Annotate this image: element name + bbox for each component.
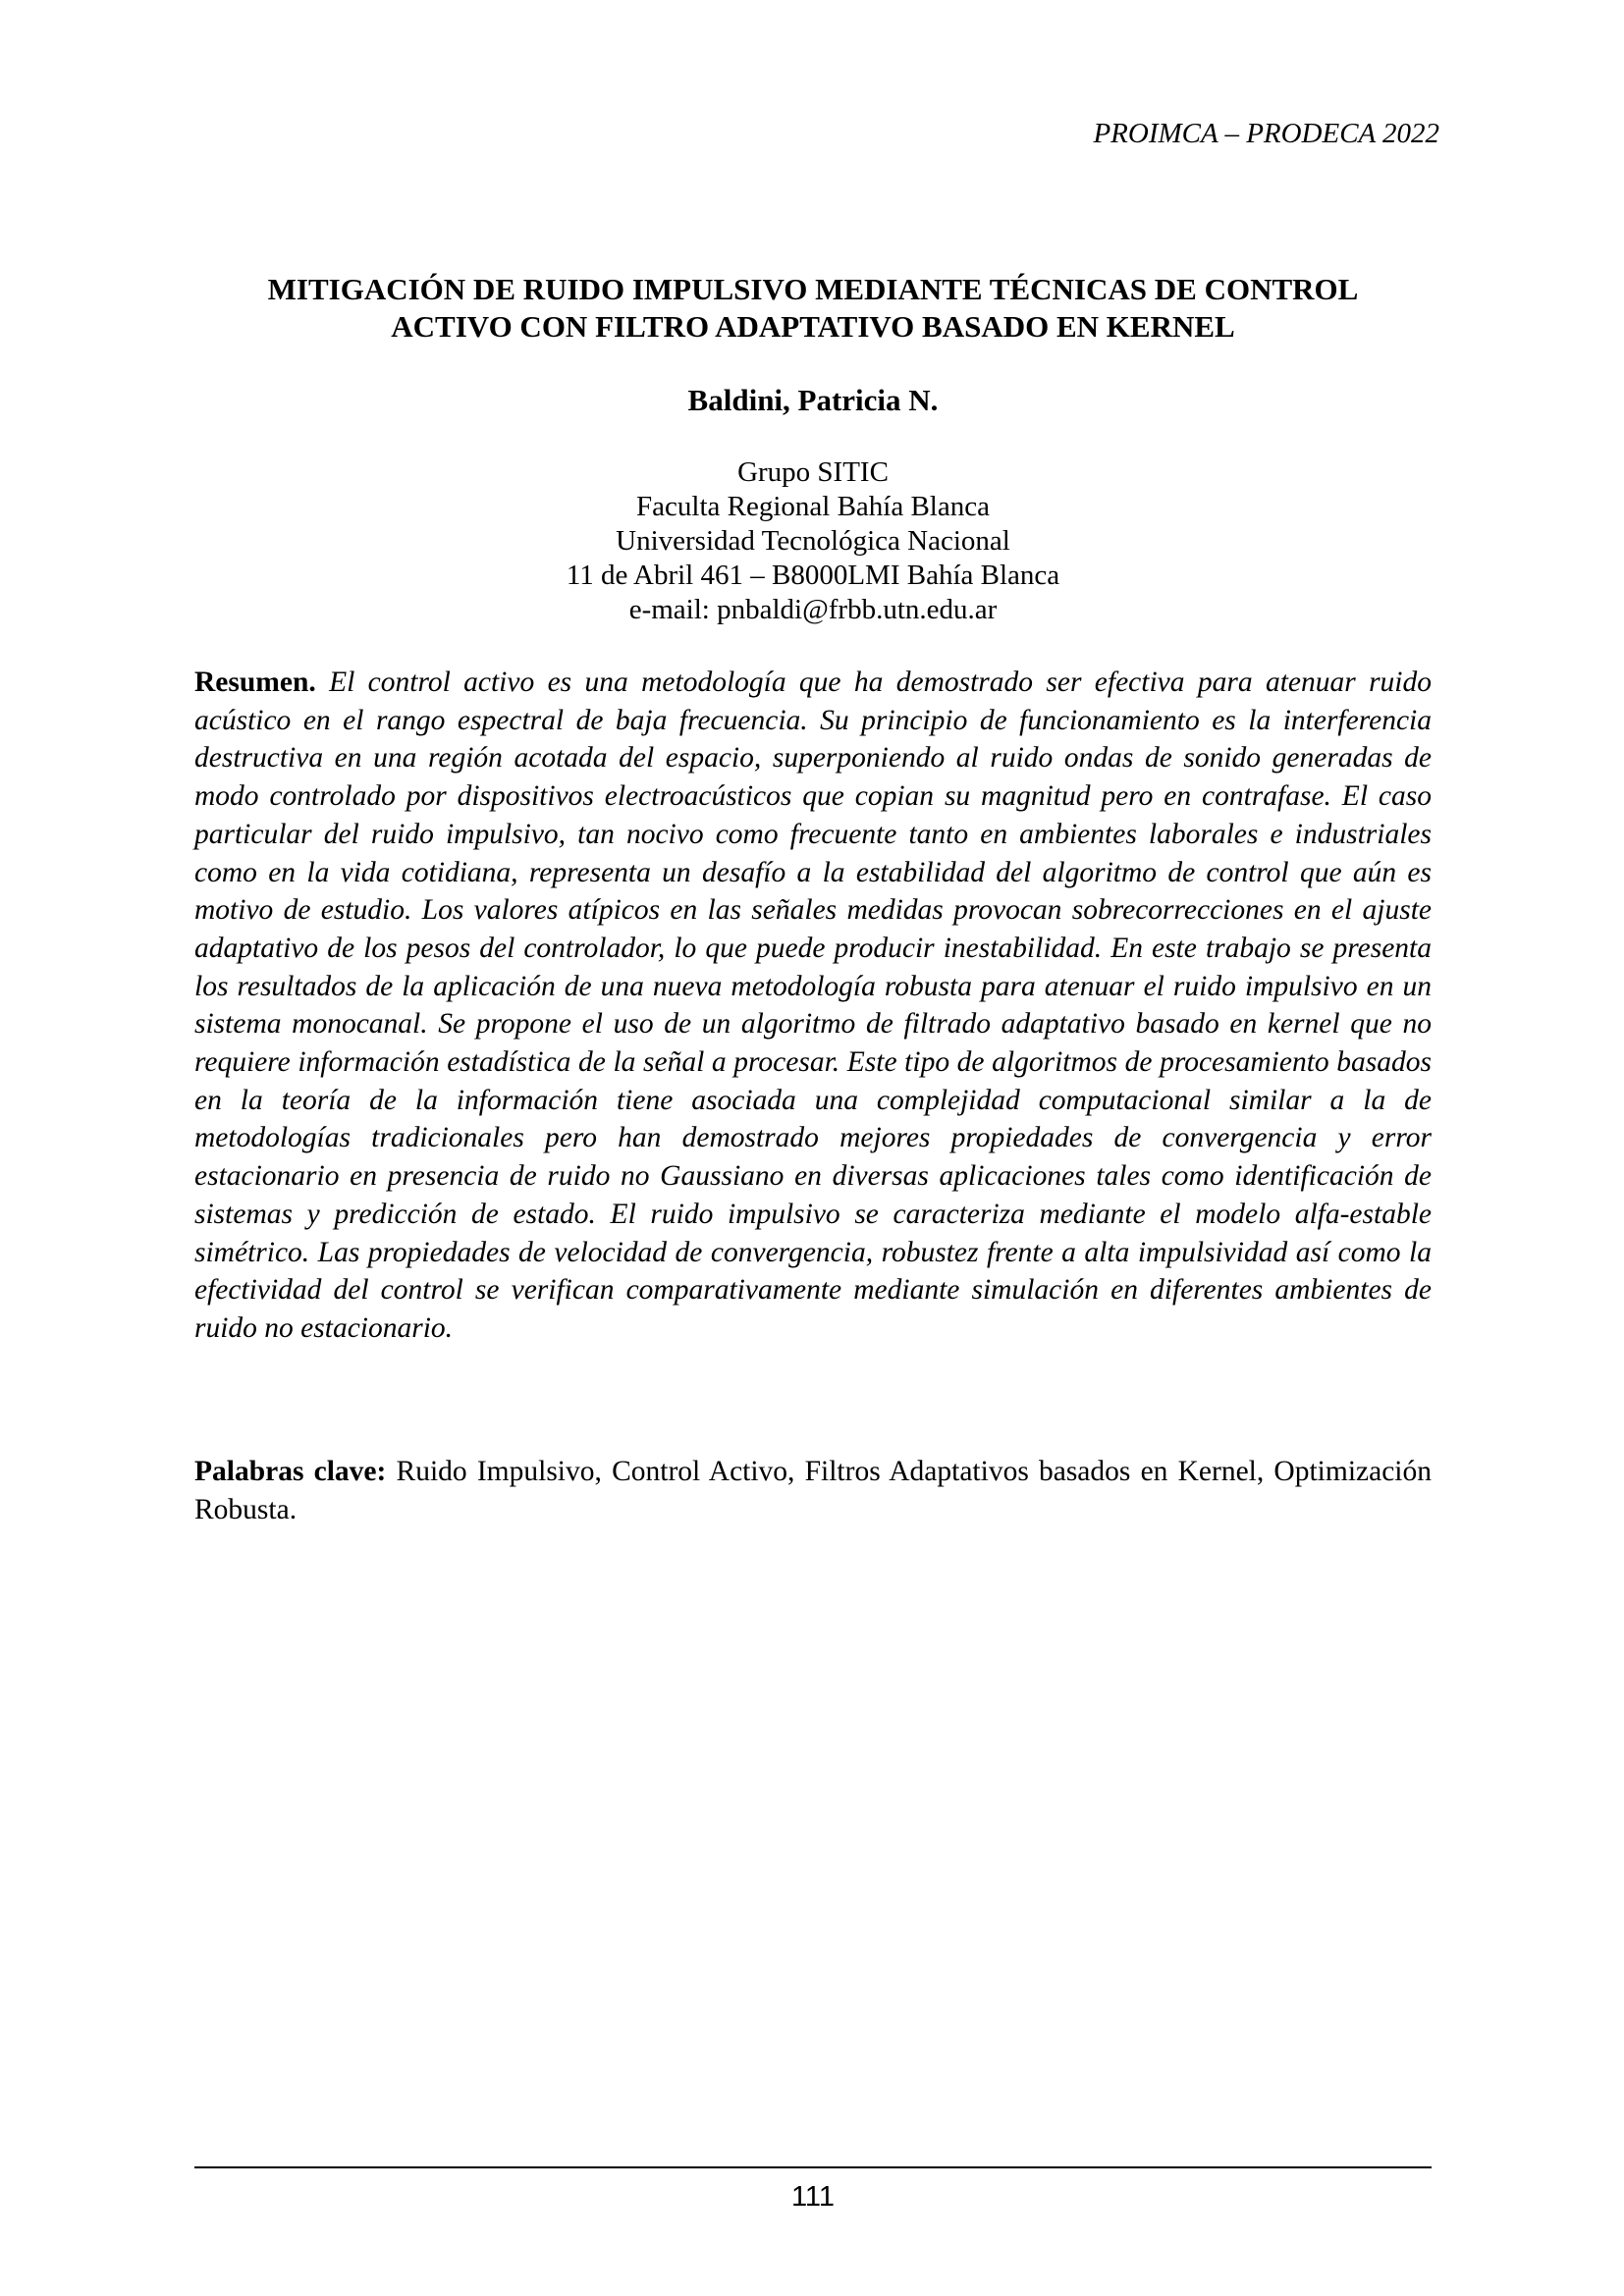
affiliation-faculty: Faculta Regional Bahía Blanca: [636, 491, 990, 522]
page-number: 111: [790, 2181, 836, 2213]
affiliation-university: Universidad Tecnológica Nacional: [616, 525, 1010, 557]
running-header: PROIMCA – PRODECA 2022: [1093, 118, 1439, 149]
affiliation-group: Grupo SITIC: [737, 456, 889, 488]
keywords: [194, 1453, 1432, 1528]
abstract: [194, 664, 1432, 1348]
abstract-label-period: .: [308, 667, 316, 698]
paper-title: [194, 271, 1432, 346]
title-line-2: ACTIVO CON FILTRO ADAPTATIVO BASADO EN KERNEL: [391, 309, 1235, 344]
affiliation-email: e-mail: pnbaldi@frbb.utn.edu.ar: [628, 594, 998, 625]
footer-divider: [194, 2166, 1432, 2168]
title-line-1: MITIGACIÓN DE RUIDO IMPULSIVO MEDIANTE TÉCNICAS DE CONTROL: [267, 272, 1359, 306]
keywords-text: Ruido Impulsivo, Control Activo, Filtros Adaptativos basados en Kernel, Optimización Robusta.: [194, 1456, 1432, 1525]
affiliation-address: 11 de Abril 461 – B8000LMI Bahía Blanca: [566, 560, 1060, 591]
author-name: Baldini, Patricia N.: [687, 383, 939, 417]
abstract-label: Resumen: [194, 667, 309, 698]
abstract-text: El control activo es una metodología que ha demostrado ser efectiva para atenuar ruido acústico en el rango espectral de baja frecuencia. Su principio de funcionamiento es la interferencia destructiva en una región acotada del espacio, superponiendo al ruido ondas de sonido generadas de modo controlado por dispositivos electroacústicos que copian su magnitud pero en contrafase. El caso particular del ruido impulsivo, tan nocivo como frecuente tanto en ambientes laborales e industriales como en la vida cotidiana, representa un desafío a la estabilidad del algoritmo de control que aún es motivo de estudio. Los valores atípicos en las señales medidas provocan sobrecorrecciones en el ajuste adaptativo de los pesos del controlador, lo que puede producir inestabilidad. En este trabajo se presenta los resultados de la aplicación de una nueva metodología robusta para atenuar el ruido impulsivo en un sistema monocanal. Se propone el uso de un algoritmo de filtrado adaptativo basado en kernel que no requiere información estadística de la señal a procesar. Este tipo de algoritmos de procesamiento basados en la teoría de la información tiene asociada una complejidad computacional similar a la de metodologías tradicionales pero han demostrado mejores propiedades de convergencia y error estacionario en presencia de ruido no Gaussiano en diversas aplicaciones tales como identificación de sistemas y predicción de estado. El ruido impulsivo se caracteriza mediante el modelo alfa-estable simétrico. Las propiedades de velocidad de convergencia, robustez frente a alta impulsividad así como la efectividad del control se verifican comparativamente mediante simulación en diferentes ambientes de ruido no estacionario.: [194, 667, 1432, 1344]
author-affiliation: [194, 455, 1432, 627]
keywords-label: Palabras clave:: [194, 1456, 387, 1487]
